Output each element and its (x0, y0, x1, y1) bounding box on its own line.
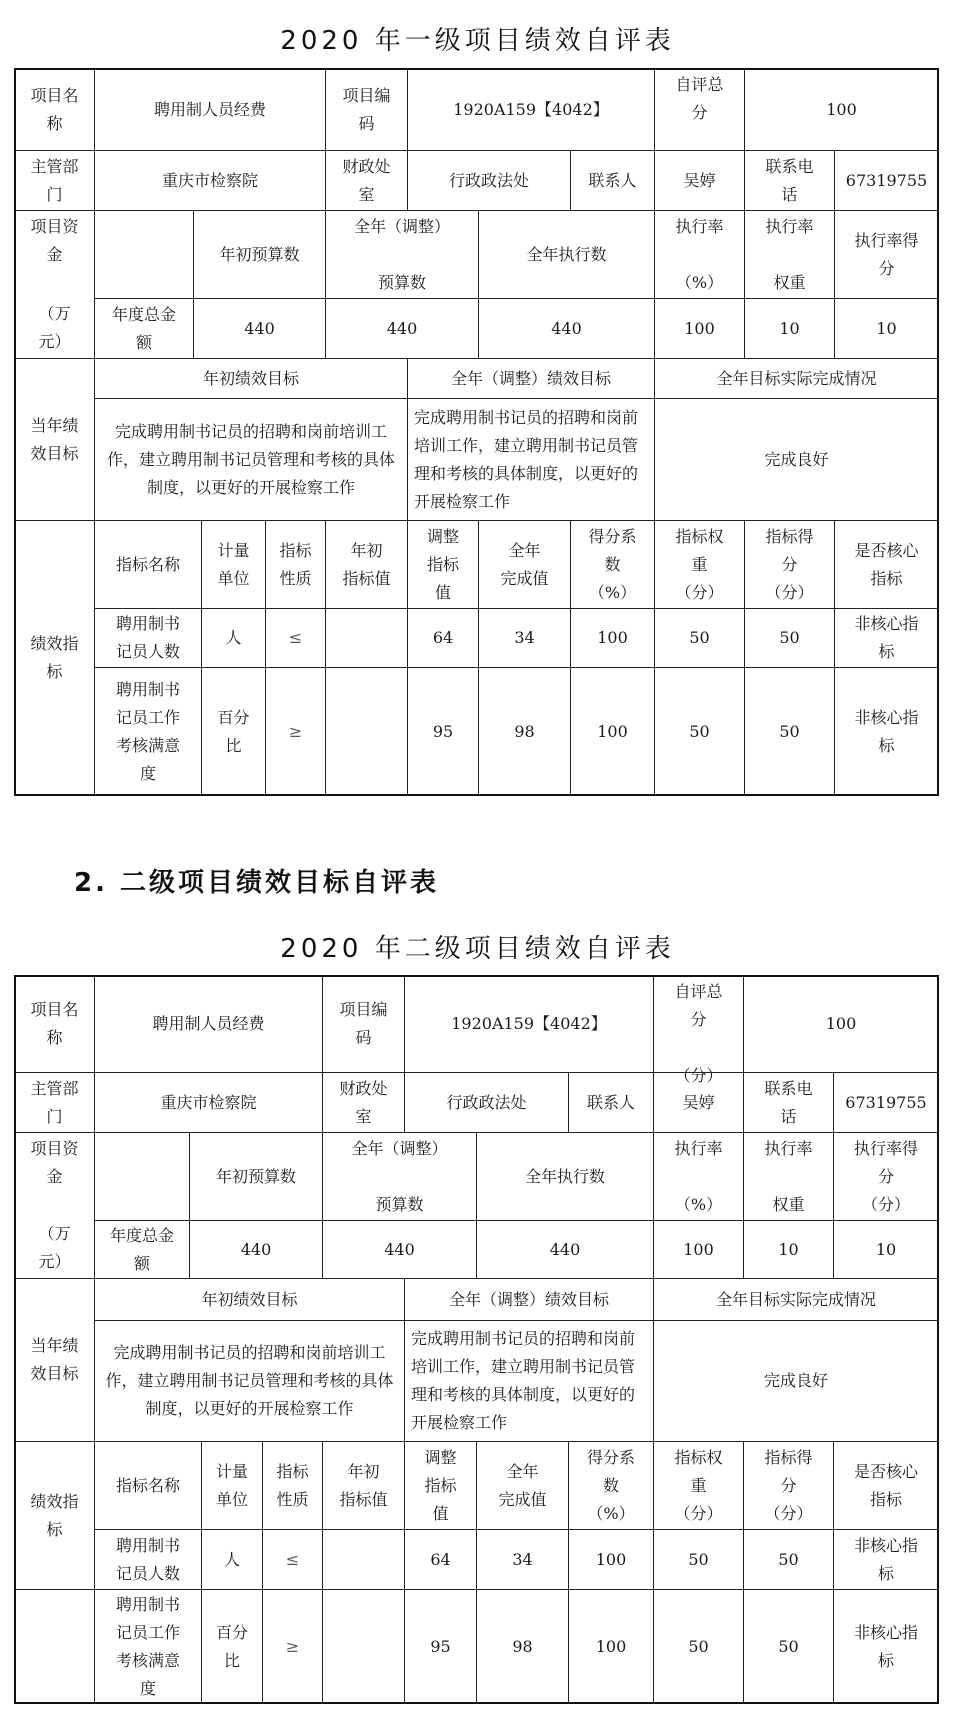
goals-label: 当年绩 效目标 (14, 1278, 95, 1442)
self-score-value: 100 (743, 975, 939, 1073)
indicator-row-1-nature: ≤ (262, 1529, 323, 1590)
phone-label: 联系电 话 (744, 150, 835, 211)
indicator-row-2-unit: 百分 比 (201, 667, 266, 796)
contact-label: 联系人 (570, 150, 655, 211)
indicator-row-2-actual: 98 (476, 1589, 569, 1704)
indicator-header-adjusted-value: 调整 指标 值 (404, 1441, 477, 1530)
funds-header-exec-score: 执行率得 分 (834, 210, 939, 299)
funds-adjusted-budget: 440 (325, 298, 479, 359)
indicator-row-1-core: 非核心指 标 (834, 608, 939, 668)
table-2-title: 2020 年二级项目绩效自评表 (280, 934, 675, 964)
goal-actual-text: 完成良好 (653, 1320, 939, 1442)
funds-annual-execution: 440 (478, 298, 655, 359)
indicator-header-indicator-name: 指标名称 (94, 1441, 202, 1530)
indicator-row-2-unit: 百分 比 (201, 1589, 263, 1704)
funds-annual-execution: 440 (476, 1220, 654, 1279)
funds-label-top: 项目资 金 (30, 217, 79, 264)
indicator-row-1-score: 50 (743, 1529, 834, 1590)
indicator-row-2-actual: 98 (478, 667, 571, 796)
funds-header-exec-score: 执行率得 分 （分） (833, 1132, 939, 1221)
indicator-header-score: 指标得 分 （分） (743, 1441, 834, 1530)
indicator-row-2-core: 非核心指 标 (833, 1589, 939, 1704)
indicators-label-blank (14, 1589, 95, 1704)
project-code-value: 1920A159【4042】 (407, 68, 655, 151)
indicator-header-initial-value: 年初 指标值 (325, 520, 408, 609)
funds-exec-weight: 10 (743, 1220, 834, 1279)
contact-value: 吴婷 (654, 150, 745, 211)
project-name-label: 项目名 称 (14, 68, 95, 151)
funds-header-blank (94, 1132, 190, 1221)
self-score-label: 自评总 分 （分） (653, 975, 744, 1073)
indicator-row-1-initial (322, 1529, 405, 1590)
self-score-label: 自评总 分 (654, 68, 745, 151)
funds-label-unit: （万 元） (38, 304, 71, 351)
indicators-label: 绩效指 标 (14, 1441, 95, 1590)
indicators-label: 绩效指 标 (14, 520, 95, 796)
goals-header-initial: 年初绩效目标 (94, 1278, 405, 1321)
funds-header-adjusted-budget: 全年（调整） 预算数 (322, 1132, 477, 1221)
funds-header-exec-rate: 执行率 （%） (653, 1132, 744, 1221)
contact-label: 联系人 (568, 1072, 654, 1133)
finance-office-value: 行政政法处 (404, 1072, 569, 1133)
project-code-value: 1920A159【4042】 (404, 975, 654, 1073)
funds-initial-budget: 440 (189, 1220, 323, 1279)
goal-initial-text: 完成聘用制书记员的招聘和岗前培训工作，建立聘用制书记员管理和考核的具体制度，以更好的开展检察工作 (94, 1320, 405, 1442)
indicator-row-2-coef: 100 (568, 1589, 654, 1704)
indicator-row-2-adjusted: 95 (404, 1589, 477, 1704)
indicator-header-score-coef: 得分系 数 （%） (570, 520, 655, 609)
indicator-header-nature: 指标 性质 (262, 1441, 323, 1530)
goals-header-adjusted: 全年（调整）绩效目标 (404, 1278, 654, 1321)
indicator-row-2-name: 聘用制书 记员工作 考核满意 度 (94, 667, 202, 796)
dept-value: 重庆市检察院 (94, 1072, 323, 1133)
finance-office-label: 财政处 室 (325, 150, 408, 211)
project-name-value: 聘用制人员经费 (94, 68, 326, 151)
dept-value: 重庆市检察院 (94, 150, 326, 211)
funds-label-unit: （万 元） (38, 1224, 71, 1271)
finance-office-value: 行政政法处 (407, 150, 571, 211)
indicator-row-1-initial (325, 608, 408, 668)
dept-label: 主管部 门 (14, 1072, 95, 1133)
table-1-title: 2020 年一级项目绩效自评表 (280, 26, 675, 56)
indicator-row-1-weight: 50 (654, 608, 745, 668)
indicator-row-2-weight: 50 (653, 1589, 744, 1704)
indicator-row-1-coef: 100 (568, 1529, 654, 1590)
indicator-row-1-actual: 34 (476, 1529, 569, 1590)
indicator-row-1-adjusted: 64 (404, 1529, 477, 1590)
goals-header-actual: 全年目标实际完成情况 (653, 1278, 939, 1321)
indicator-header-score: 指标得 分 （分） (744, 520, 835, 609)
funds-adjusted-budget: 440 (322, 1220, 477, 1279)
indicator-row-2-coef: 100 (570, 667, 655, 796)
indicator-row-2-core: 非核心指 标 (834, 667, 939, 796)
funds-exec-score: 10 (833, 1220, 939, 1279)
indicator-header-adjusted-value: 调整 指标 值 (407, 520, 479, 609)
funds-header-annual-execution: 全年执行数 (478, 210, 655, 299)
indicator-row-1-weight: 50 (653, 1529, 744, 1590)
indicator-header-weight: 指标权 重 （分） (653, 1441, 744, 1530)
indicator-header-is-core: 是否核心 指标 (834, 520, 939, 609)
indicator-row-1-actual: 34 (478, 608, 571, 668)
funds-exec-weight: 10 (744, 298, 835, 359)
funds-header-exec-rate: 执行率 （%） (654, 210, 745, 299)
funds-header-blank (94, 210, 194, 299)
finance-office-label: 财政处 室 (322, 1072, 405, 1133)
funds-header-adjusted-budget: 全年（调整） 预算数 (325, 210, 479, 299)
indicator-header-score-coef: 得分系 数 （%） (568, 1441, 654, 1530)
indicator-row-2-score: 50 (744, 667, 835, 796)
indicator-row-1-name: 聘用制书 记员人数 (94, 608, 202, 668)
funds-header-initial-budget: 年初预算数 (193, 210, 326, 299)
funds-label (14, 210, 95, 359)
indicator-row-2-initial (322, 1589, 405, 1704)
indicator-row-1-core: 非核心指 标 (833, 1529, 939, 1590)
indicator-header-unit: 计量 单位 (201, 1441, 263, 1530)
indicator-header-actual-value: 全年 完成值 (476, 1441, 569, 1530)
indicator-header-initial-value: 年初 指标值 (322, 1441, 405, 1530)
indicator-row-2-score: 50 (743, 1589, 834, 1704)
funds-row-label: 年度总金 额 (94, 1220, 190, 1279)
indicator-header-weight: 指标权 重 （分） (654, 520, 745, 609)
contact-value: 吴婷 (653, 1072, 744, 1133)
self-score-value: 100 (744, 68, 939, 151)
indicator-header-nature: 指标 性质 (265, 520, 326, 609)
funds-exec-score: 10 (834, 298, 939, 359)
goal-adjusted-text: 完成聘用制书记员的招聘和岗前培训工作，建立聘用制书记员管理和考核的具体制度，以更好的开展检察工作 (407, 398, 655, 521)
funds-label (14, 1132, 95, 1279)
indicator-row-1-unit: 人 (201, 1529, 263, 1590)
indicator-row-1-score: 50 (744, 608, 835, 668)
indicator-row-2-nature: ≥ (265, 667, 326, 796)
phone-label: 联系电 话 (743, 1072, 834, 1133)
funds-exec-rate: 100 (654, 298, 745, 359)
funds-header-exec-weight: 执行率 权重 (743, 1132, 834, 1221)
indicator-row-2-weight: 50 (654, 667, 745, 796)
funds-row-label: 年度总金 额 (94, 298, 194, 359)
goal-adjusted-text: 完成聘用制书记员的招聘和岗前培训工作，建立聘用制书记员管理和考核的具体制度，以更好的开展检察工作 (404, 1320, 654, 1442)
goals-label: 当年绩 效目标 (14, 358, 95, 521)
indicator-header-unit: 计量 单位 (201, 520, 266, 609)
goals-header-initial: 年初绩效目标 (94, 358, 408, 399)
funds-exec-rate: 100 (653, 1220, 744, 1279)
goals-header-adjusted: 全年（调整）绩效目标 (407, 358, 655, 399)
project-name-label: 项目名 称 (14, 975, 95, 1073)
indicator-header-is-core: 是否核心 指标 (833, 1441, 939, 1530)
phone-value: 67319755 (834, 150, 939, 211)
indicator-row-1-coef: 100 (570, 608, 655, 668)
funds-header-exec-weight: 执行率 权重 (744, 210, 835, 299)
funds-initial-budget: 440 (193, 298, 326, 359)
indicator-row-1-nature: ≤ (265, 608, 326, 668)
indicator-row-1-adjusted: 64 (407, 608, 479, 668)
project-code-label: 项目编 码 (325, 68, 408, 151)
funds-header-initial-budget: 年初预算数 (189, 1132, 323, 1221)
funds-label-top: 项目资 金 (30, 1139, 79, 1186)
project-code-label: 项目编 码 (322, 975, 405, 1073)
goals-header-actual: 全年目标实际完成情况 (654, 358, 939, 399)
indicator-header-actual-value: 全年 完成值 (478, 520, 571, 609)
indicator-row-2-initial (325, 667, 408, 796)
goal-actual-text: 完成良好 (654, 398, 939, 521)
phone-value: 67319755 (833, 1072, 939, 1133)
section-heading: 2. 二级项目绩效目标自评表 (74, 868, 440, 898)
indicator-row-2-nature: ≥ (262, 1589, 323, 1704)
indicator-row-1-name: 聘用制书 记员人数 (94, 1529, 202, 1590)
indicator-row-2-name: 聘用制书 记员工作 考核满意 度 (94, 1589, 202, 1704)
indicator-header-indicator-name: 指标名称 (94, 520, 202, 609)
goal-initial-text: 完成聘用制书记员的招聘和岗前培训工作，建立聘用制书记员管理和考核的具体制度，以更好的开展检察工作 (94, 398, 408, 521)
dept-label: 主管部 门 (14, 150, 95, 211)
funds-header-annual-execution: 全年执行数 (476, 1132, 654, 1221)
indicator-row-2-adjusted: 95 (407, 667, 479, 796)
indicator-row-1-unit: 人 (201, 608, 266, 668)
project-name-value: 聘用制人员经费 (94, 975, 323, 1073)
